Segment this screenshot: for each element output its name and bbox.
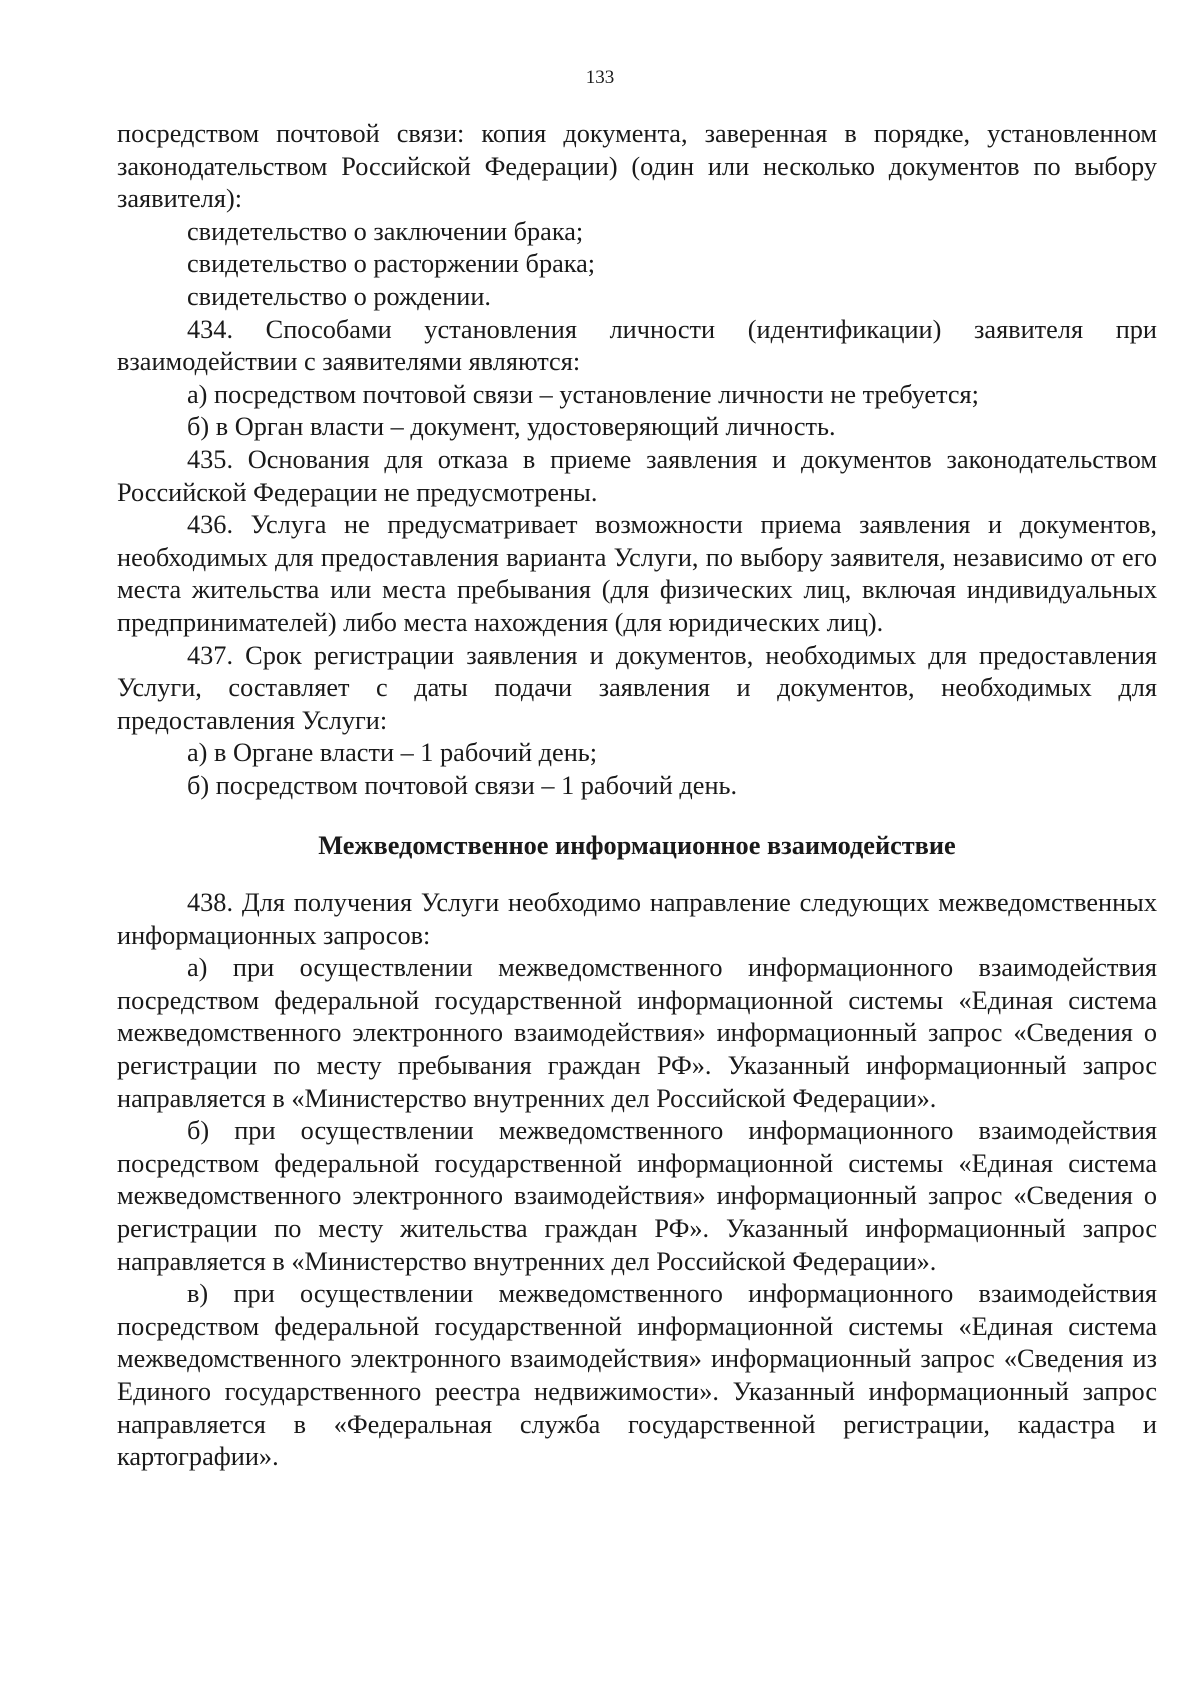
- clause-435: 435. Основания для отказа в приеме заявления и документов законодательством Российской Федерации не предусмотрены.: [117, 444, 1157, 507]
- clause-438-item-c: в) при осуществлении межведомственного информационного взаимодействия посредством федеральной государственной информационной системы «Единая система межведомственного электронного взаимодействия» информационный запрос «Сведения из Единого государственного реестра недвижимости». Указанный информационный запрос направляется в «Федеральная служба государственной регистрации, кадастра и картографии».: [117, 1279, 1157, 1472]
- clause-438-item-b: б) при осуществлении межведомственного информационного взаимодействия посредством федеральной государственной информационной системы «Единая система межведомственного электронного взаимодействия» информационный запрос «Сведения о регистрации по месту жительства граждан РФ». Указанный информационный запрос направляется в «Министерство внутренних дел Российской Федерации».: [117, 1116, 1157, 1276]
- paragraph-continuation: посредством почтовой связи: копия документа, заверенная в порядке, установленном законодательством Российской Федерации) (один или несколько документов по выбору заявителя):: [117, 119, 1157, 214]
- clause-434-item-b: б) в Орган власти – документ, удостоверяющий личность.: [187, 412, 836, 442]
- clause-438-item-a: а) при осуществлении межведомственного информационного взаимодействия посредством федеральной государственной информационной системы «Единая система межведомственного электронного взаимодействия» информационный запрос «Сведения о регистрации по месту пребывания граждан РФ». Указанный информационный запрос направляется в «Министерство внутренних дел Российской Федерации».: [117, 953, 1157, 1113]
- clause-434: 434. Способами установления личности (идентификации) заявителя при взаимодействии с заявителями являются:: [117, 314, 1157, 377]
- document-body: [117, 118, 1157, 1474]
- section-heading: Межведомственное информационное взаимодействие: [318, 831, 956, 861]
- list-item-birth-certificate: свидетельство о рождении.: [187, 281, 491, 311]
- clause-437-item-a: а) в Органе власти – 1 рабочий день;: [187, 738, 598, 768]
- list-item-marriage-certificate: свидетельство о заключении брака;: [187, 216, 584, 246]
- clause-437-item-b: б) посредством почтовой связи – 1 рабочий день.: [187, 770, 738, 800]
- clause-436: 436. Услуга не предусматривает возможности приема заявления и документов, необходимых для предоставления варианта Услуги, по выбору заявителя, независимо от его места жительства или места пребывания (для физических лиц, включая индивидуальных предпринимателей) либо места нахождения (для юридических лиц).: [117, 510, 1157, 637]
- clause-438: 438. Для получения Услуги необходимо направление следующих межведомственных информационных запросов:: [117, 888, 1157, 950]
- list-item-divorce-certificate: свидетельство о расторжении брака;: [187, 249, 596, 279]
- clause-437: 437. Срок регистрации заявления и документов, необходимых для предоставления Услуги, составляет с даты подачи заявления и документов, необходимых для предоставления Услуги:: [117, 640, 1157, 735]
- page-number: 133: [585, 67, 615, 88]
- clause-434-item-a: а) посредством почтовой связи – установление личности не требуется;: [187, 379, 979, 409]
